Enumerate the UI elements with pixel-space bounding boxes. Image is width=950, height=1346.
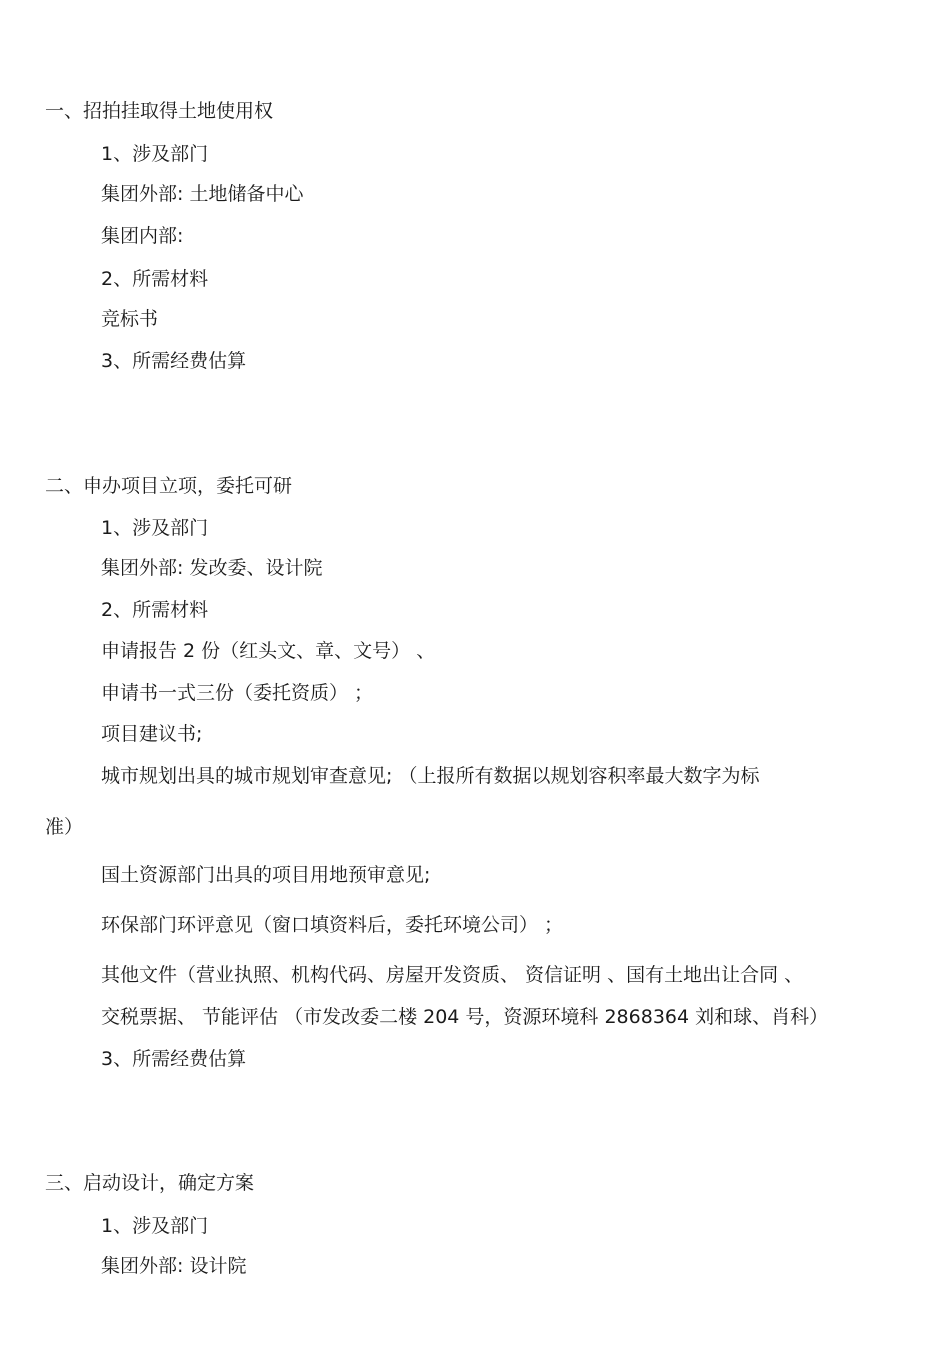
section-1-internal-dept: 集团内部: — [101, 225, 184, 247]
section-2-material-item: 交税票据、 节能评估 （市发改委二楼 204 号，资源环境科 2868364 刘和球、肖科） — [101, 1006, 829, 1028]
section-2-material-item-continued: 准） — [45, 816, 84, 838]
section-2-departments-label: 1、涉及部门 — [101, 517, 209, 539]
section-3-heading: 三、启动设计，确定方案 — [45, 1172, 255, 1194]
section-1-external-dept: 集团外部: 土地储备中心 — [101, 183, 304, 205]
section-2-heading: 二、申办项目立项，委托可研 — [45, 475, 293, 497]
section-2-material-item: 申请报告 2 份（红头文、章、文号） 、 — [101, 640, 436, 662]
section-1-budget-label: 3、所需经费估算 — [101, 350, 247, 372]
section-1-departments-label: 1、涉及部门 — [101, 143, 209, 165]
section-1-material-item: 竞标书 — [101, 308, 159, 330]
section-2-material-item: 城市规划出具的城市规划审查意见; （上报所有数据以规划容积率最大数字为标 — [101, 765, 760, 787]
section-2-budget-label: 3、所需经费估算 — [101, 1048, 247, 1070]
section-1-heading: 一、招拍挂取得土地使用权 — [45, 100, 274, 122]
section-3-external-dept: 集团外部: 设计院 — [101, 1255, 247, 1277]
section-1-materials-label: 2、所需材料 — [101, 268, 209, 290]
section-2-material-item: 国土资源部门出具的项目用地预审意见; — [101, 864, 431, 886]
section-2-material-item: 环保部门环评意见（窗口填资料后，委托环境公司） ； — [101, 914, 564, 936]
section-2-material-item: 申请书一式三份（委托资质） ； — [101, 682, 374, 704]
section-2-materials-label: 2、所需材料 — [101, 599, 209, 621]
section-2-material-item: 其他文件（营业执照、机构代码、房屋开发资质、 资信证明 、国有土地出让合同 、 — [101, 964, 804, 986]
section-2-material-item: 项目建议书; — [101, 723, 203, 745]
section-2-external-dept: 集团外部: 发改委、设计院 — [101, 557, 323, 579]
section-3-departments-label: 1、涉及部门 — [101, 1215, 209, 1237]
